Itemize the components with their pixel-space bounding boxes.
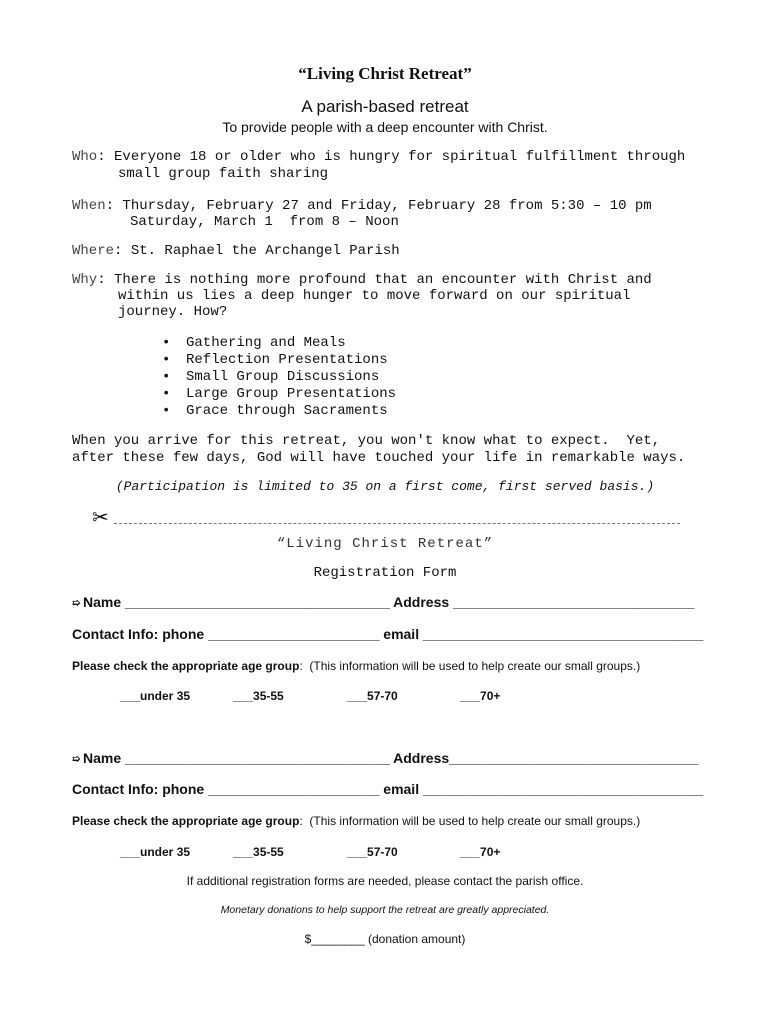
age-option-35-55[interactable]: ___35-55 xyxy=(233,689,284,703)
form-subtitle: Registration Form xyxy=(313,565,457,581)
arrow-icon: ➯ xyxy=(72,754,81,765)
who-text: : Everyone 18 or older who is hungry for spiritual fulfillment through xyxy=(97,149,686,165)
bullet-icon: • xyxy=(162,369,171,385)
name-address-row-1 xyxy=(72,594,694,610)
where-row xyxy=(72,243,400,259)
bullet-icon: • xyxy=(162,386,171,402)
scissors-icon: ✂ xyxy=(92,505,109,529)
contact-row-2 xyxy=(72,781,703,797)
age-option-57-70[interactable]: ___57-70 xyxy=(347,845,398,859)
closing-line-2: after these few days, God will have touched your life in remarkable ways. xyxy=(72,450,686,466)
age-option-under-35[interactable]: ___under 35 xyxy=(120,845,191,859)
additional-forms-note: If additional registration forms are needed, please contact the parish office. xyxy=(186,874,584,888)
phone-field[interactable]: ______________________ xyxy=(208,781,384,797)
why-text: : There is nothing more profound that an encounter with Christ and xyxy=(97,272,652,288)
where-label: Where xyxy=(72,243,115,259)
email-label: email xyxy=(383,626,423,642)
age-group-label: Please check the appropriate age group xyxy=(72,814,300,828)
email-label: email xyxy=(383,781,423,797)
closing-line-1: When you arrive for this retreat, you won't know what to expect. Yet, xyxy=(72,433,661,449)
page-title: “Living Christ Retreat” xyxy=(298,64,472,83)
name-label: Name xyxy=(83,750,126,766)
cut-line xyxy=(114,523,680,524)
list-item: • Large Group Presentations xyxy=(162,386,397,402)
where-text: : St. Raphael the Archangel Parish xyxy=(114,243,400,259)
age-option-35-55[interactable]: ___35-55 xyxy=(233,845,284,859)
phone-label: Contact Info: phone xyxy=(72,781,209,797)
age-group-row-1 xyxy=(72,659,640,673)
subtitle: A parish-based retreat xyxy=(301,97,469,116)
why-text-cont-2: journey. How? xyxy=(118,304,228,320)
when-text-cont: Saturday, March 1 from 8 – Noon xyxy=(130,214,399,230)
why-text-cont-1: within us lies a deep hunger to move forward on our spiritual xyxy=(118,288,631,304)
list-item: • Gathering and Meals xyxy=(162,335,346,351)
donation-amount-field[interactable]: $________ (donation amount) xyxy=(304,932,466,946)
who-label: Who xyxy=(72,149,98,165)
age-option-70-plus[interactable]: ___70+ xyxy=(460,689,501,703)
when-text: : Thursday, February 27 and Friday, February 28 from 5:30 – 10 pm xyxy=(105,198,652,214)
list-item: • Grace through Sacraments xyxy=(162,403,388,419)
name-label: Name xyxy=(83,594,126,610)
address-label: Address xyxy=(393,750,450,766)
donation-note: Monetary donations to help support the retreat are greatly appreciated. xyxy=(220,904,550,916)
who-text-cont: small group faith sharing xyxy=(118,166,329,182)
age-group-note: : (This information will be used to help create our small groups.) xyxy=(299,814,641,828)
when-label: When xyxy=(72,198,106,214)
name-field[interactable]: __________________________________ xyxy=(125,594,394,610)
list-item: • Small Group Discussions xyxy=(162,369,380,385)
participation-note: (Participation is limited to 35 on a first come, first served basis.) xyxy=(115,479,655,494)
when-row xyxy=(72,198,652,214)
bullet-icon: • xyxy=(162,335,171,351)
phone-field[interactable]: ______________________ xyxy=(208,626,384,642)
address-label: Address xyxy=(393,594,454,610)
name-address-row-2 xyxy=(72,750,698,766)
bullet-icon: • xyxy=(162,403,171,419)
phone-label: Contact Info: phone xyxy=(72,626,209,642)
age-group-note: : (This information will be used to help create our small groups.) xyxy=(299,659,641,673)
bullet-icon: • xyxy=(162,352,171,368)
age-group-row-2 xyxy=(72,814,640,828)
age-option-under-35[interactable]: ___under 35 xyxy=(120,689,191,703)
contact-row-1 xyxy=(72,626,703,642)
address-field[interactable]: _______________________________ xyxy=(453,594,695,610)
name-field[interactable]: __________________________________ xyxy=(125,750,394,766)
why-row xyxy=(72,272,652,288)
age-option-57-70[interactable]: ___57-70 xyxy=(347,689,398,703)
list-item: • Reflection Presentations xyxy=(162,352,388,368)
age-group-label: Please check the appropriate age group xyxy=(72,659,300,673)
email-field[interactable]: ____________________________________ xyxy=(422,626,704,642)
email-field[interactable]: ____________________________________ xyxy=(422,781,704,797)
form-title: “Living Christ Retreat” xyxy=(276,536,494,552)
address-field[interactable]: ________________________________ xyxy=(449,750,699,766)
who-row xyxy=(72,149,685,165)
arrow-icon: ➯ xyxy=(72,598,81,609)
age-option-70-plus[interactable]: ___70+ xyxy=(460,845,501,859)
why-label: Why xyxy=(72,272,98,288)
tagline: To provide people with a deep encounter with Christ. xyxy=(222,119,548,135)
